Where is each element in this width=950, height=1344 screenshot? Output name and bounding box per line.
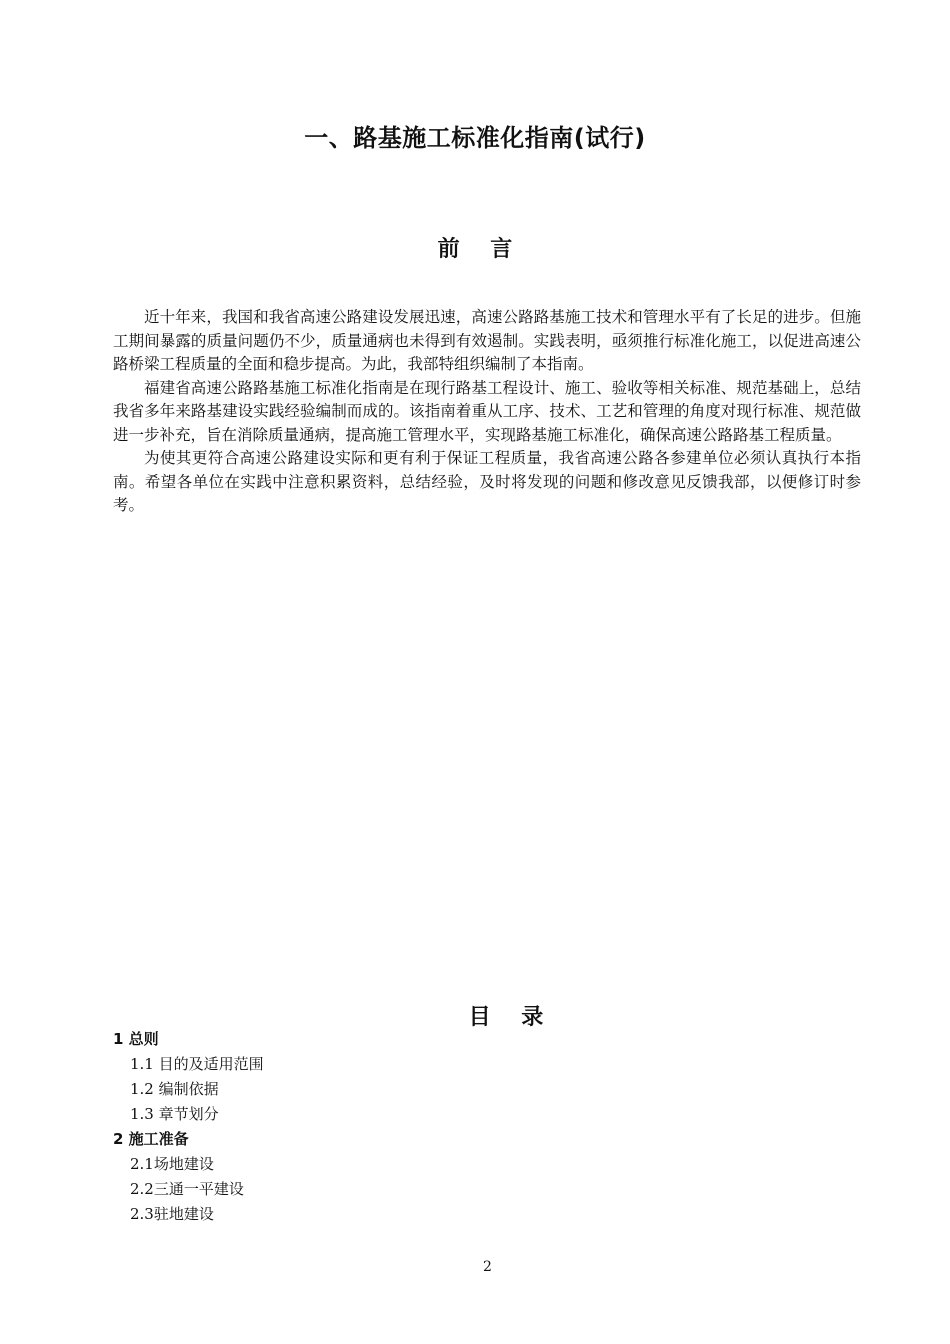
- table-of-contents: [113, 1027, 813, 1227]
- toc-section-2-2[interactable]: 2.2三通一平建设: [130, 1180, 244, 1198]
- preface-body: [113, 306, 861, 518]
- toc-chapter-1[interactable]: 1 总则: [113, 1030, 159, 1048]
- toc-chapter-2[interactable]: 2 施工准备: [113, 1130, 189, 1148]
- toc-section-1-2[interactable]: 1.2 编制依据: [130, 1080, 219, 1098]
- preface-paragraph: 福建省高速公路路基施工标准化指南是在现行路基工程设计、施工、验收等相关标准、规范基础上，总结我省多年来路基建设实践经验编制而成的。该指南着重从工序、技术、工艺和管理的角度对现行标准、规范做进一步补充，旨在消除质量通病，提高施工管理水平，实现路基施工标准化，确保高速公路路基工程质量。: [113, 378, 861, 444]
- toc-section-1-1[interactable]: 1.1 目的及适用范围: [130, 1055, 264, 1073]
- preface-paragraph: 近十年来，我国和我省高速公路建设发展迅速，高速公路路基施工技术和管理水平有了长足的进步。但施工期间暴露的质量问题仍不少，质量通病也未得到有效遏制。实践表明，亟须推行标准化施工，以促进高速公路桥梁工程质量的全面和稳步提高。为此，我部特组织编制了本指南。: [113, 308, 861, 373]
- document-title: 一、路基施工标准化指南(试行): [304, 124, 646, 152]
- toc-section-2-1[interactable]: 2.1场地建设: [130, 1155, 214, 1173]
- preface-paragraph: 为使其更符合高速公路建设实际和更有利于保证工程质量，我省高速公路各参建单位必须认真执行本指南。希望各单位在实践中注意积累资料，总结经验，及时将发现的问题和修改意见反馈我部，以便修订时参考。: [113, 449, 861, 514]
- preface-heading: 前 言: [437, 237, 513, 262]
- page-number: 2: [483, 1259, 492, 1275]
- toc-section-2-3[interactable]: 2.3驻地建设: [130, 1205, 214, 1223]
- toc-section-1-3[interactable]: 1.3 章节划分: [130, 1105, 219, 1123]
- toc-heading: 目 录: [468, 1005, 544, 1030]
